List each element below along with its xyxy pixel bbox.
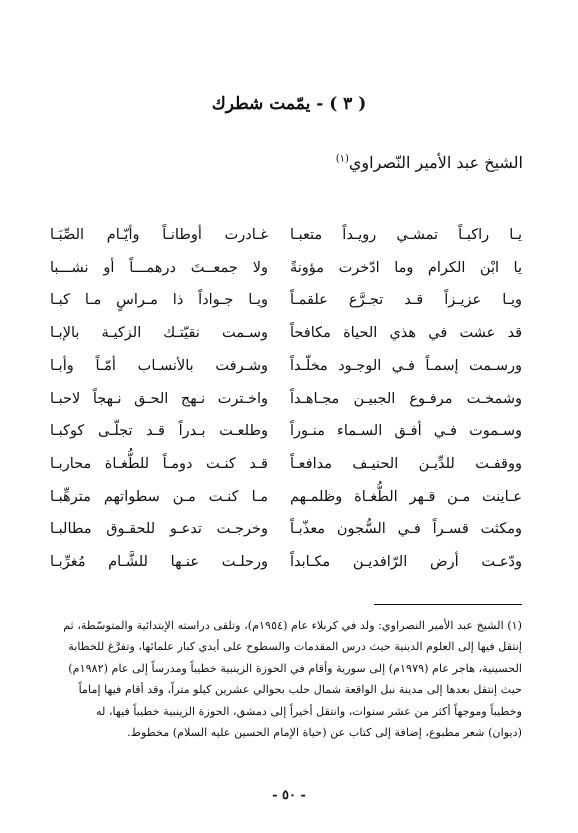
footnote-ref: (١) — [335, 153, 349, 165]
verse-second-hemistich: ورحلـت عنـها للشَّـام مُغرِّبـا — [50, 554, 268, 570]
poet-name — [336, 153, 523, 172]
verse-second-hemistich: ويـا جـواداً ذا مـراسٍ مـا كبـا — [50, 292, 268, 308]
footnote-line: (١) الشيخ عبد الأمير النصراوي: ولد في كربلاء عام (١٩٥٤م)، وتلقى دراسته الإبتدائية والمتوسّطة، ثم — [63, 619, 522, 632]
footnote-line: حيث إنتقل بعدها إلى مدينة نبل الواقعة شمال حلب بحوالي عشرين كيلو متراً، وقد أقام فيها إماماً — [78, 683, 522, 697]
verse-first-hemistich: ودّعـت أرض الرّافديـن مكـابداً — [290, 554, 522, 570]
verse-first-hemistich: يـا راكبـاً تمشـي رويـداً متعبـا — [290, 227, 522, 243]
verse-first-hemistich: عـاينت مـن قـهر الطُّغـاة وظلمـهم — [290, 489, 522, 505]
verse-second-hemistich: وشـرفت بالأنسـاب أمّـاً وأبـا — [50, 358, 268, 374]
verse-second-hemistich: مـا كنـت مـن سطواتهم مترهِّبـا — [50, 489, 268, 505]
verse-first-hemistich: قد عشت في هذي الحياة مكافحاً — [290, 325, 522, 341]
verse-first-hemistich: ومكثت قسـراً فـي السُّجون معذّبـاً — [290, 521, 522, 537]
verse-second-hemistich: وخرجـت تدعـو للحقـوق مطالبـا — [50, 521, 268, 537]
verse-second-hemistich: واخـترت نـهج الحـق نـهجاً لاحبـا — [50, 391, 268, 407]
poet-name-text: الشيخ عبد الأمير النّصراوي — [348, 153, 523, 172]
footnote — [54, 615, 522, 743]
verse-second-hemistich: قـد كنـت دومـاً للطُّغـاة محاربـا — [50, 456, 268, 472]
footnote-line: إنتقل فيها إلى العلوم الدينية حيث درس المقدمات والسطوح على أيدي كبار علمائها، وتفرَّغ للخطابة — [68, 640, 522, 654]
verse-second-hemistich: غـادرت أوطانـاً وأيّـام الصِّبَـا — [50, 227, 268, 243]
poem-verses — [0, 222, 578, 592]
footnote-line: الحسينية، هاجر عام (١٩٧٩م) إلى سورية وأقام في الحوزة الزينبية خطيباً ومدرساً إلى عام (١٩٨٢م) — [68, 661, 522, 675]
footnote-line: وخطيباً وموجهاً أكثر من عشر سنوات، وانتقل أخيراً إلى دمشق، الحوزة الزينبية خطيباً فيها، له — [95, 704, 522, 718]
verse-first-hemistich: وسـموت فـي أفـق السـماء منـوراً — [290, 423, 522, 439]
footnote-line: (ديوان) شعر مطبوع، إضافة إلى كتاب عن (حياة الإمام الحسين عليه السلام) مخطوط. — [127, 726, 522, 740]
poem-title: ( ٣ ) - يمّمت شطرك — [211, 94, 367, 114]
verse-second-hemistich: وطلعـت بـدراً قـد تجلّـى كوكبـا — [50, 423, 268, 439]
verse-second-hemistich: ولا جمعــتَ درهمـــاً أو نشـــبا — [50, 260, 268, 276]
verse-second-hemistich: وسـمت نقيّتـك الزكيـة بالإبـا — [50, 325, 268, 341]
page-number: - ٥٠ - — [272, 788, 306, 803]
verse-first-hemistich: وشمخـت مرفـوع الجبيـن مجـاهـداً — [290, 391, 522, 407]
footnote-separator — [374, 604, 522, 605]
verse-first-hemistich: ووقفـت للدِّيـن الحنيـف مدافعـاً — [290, 456, 522, 472]
verse-first-hemistich: ورسـمت إسمـاً فـي الوجـود مخلّـداً — [290, 358, 522, 374]
verse-first-hemistich: ويـا عزيـزاً قـد تجـرَّع علقمـاً — [290, 292, 522, 308]
verse-first-hemistich: يا ابْن الكرام وما ادّخرت مؤونةً — [290, 260, 522, 276]
